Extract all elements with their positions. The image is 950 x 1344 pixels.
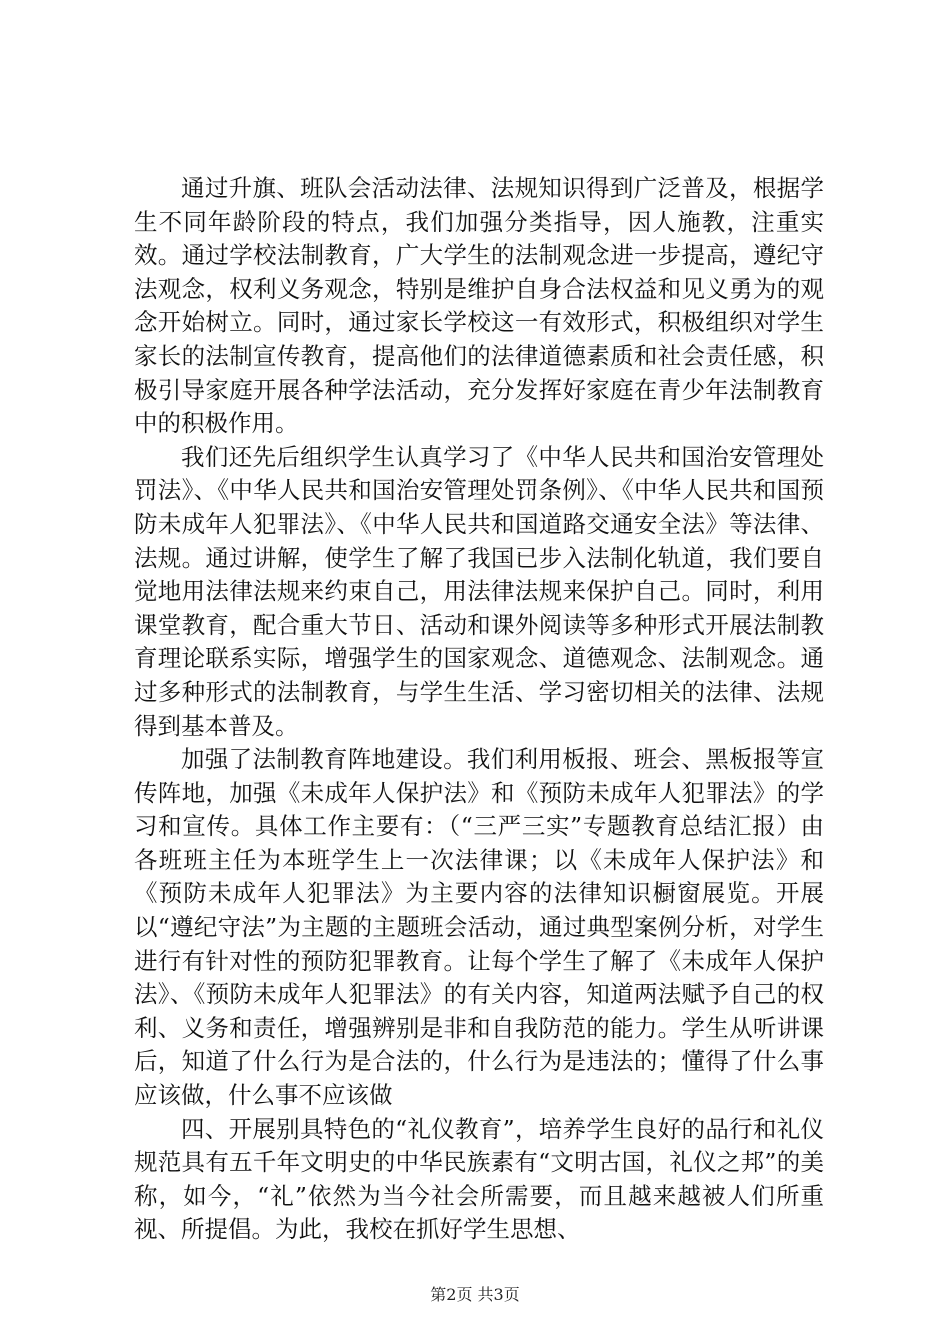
- paragraph: 四、开展别具特色的“礼仪教育”，培养学生良好的品行和礼仪规范具有五千年文明史的中华民族素有“文明古国，礼仪之邦”的美称，如今，“礼”依然为当今社会所需要，而且越来越被人们所重视、所提倡。为此，我校在抓好学生思想、: [134, 1114, 824, 1244]
- page-number-footer: 第2页 共3页: [430, 1285, 520, 1304]
- paragraph: 我们还先后组织学生认真学习了《中华人民共和国治安管理处罚法》、《中华人民共和国治安管理处罚条例》、《中华人民共和国预防未成年人犯罪法》、《中华人民共和国道路交通安全法》等法律、法规。通过讲解，使学生了解了我国已步入法制化轨道，我们要自觉地用法律法规来约束自己，用法律法规来保护自己。同时，利用课堂教育，配合重大节日、活动和课外阅读等多种形式开展法制教育理论联系实际，增强学生的国家观念、道德观念、法制观念。通过多种形式的法制教育，与学生生活、学习密切相关的法律、法规得到基本普及。: [134, 442, 824, 740]
- paragraph: 加强了法制教育阵地建设。我们利用板报、班会、黑板报等宣传阵地，加强《未成年人保护法》和《预防未成年人犯罪法》的学习和宣传。具体工作主要有：（“三严三实”专题教育总结汇报）由各班班主任为本班学生上一次法律课；以《未成年人保护法》和《预防未成年人犯罪法》为主要内容的法律知识橱窗展览。开展以“遵纪守法”为主题的主题班会活动，通过典型案例分析，对学生进行有针对性的预防犯罪教育。让每个学生了解了《未成年人保护法》、《预防未成年人犯罪法》的有关内容，知道两法赋予自己的权利、义务和责任，增强辨别是非和自我防范的能力。学生从听讲课后，知道了什么行为是合法的，什么行为是违法的；懂得了什么事应该做，什么事不应该做: [134, 745, 824, 1110]
- paragraph: 通过升旗、班队会活动法律、法规知识得到广泛普及，根据学生不同年龄阶段的特点，我们加强分类指导，因人施教，注重实效。通过学校法制教育，广大学生的法制观念进一步提高，遵纪守法观念，权利义务观念，特别是维护自身合法权益和见义勇为的观念开始树立。同时，通过家长学校这一有效形式，积极组织对学生家长的法制宣传教育，提高他们的法律道德素质和社会责任感，积极引导家庭开展各种学法活动，充分发挥好家庭在青少年法制教育中的积极作用。: [134, 174, 824, 438]
- document-body: [134, 172, 824, 1247]
